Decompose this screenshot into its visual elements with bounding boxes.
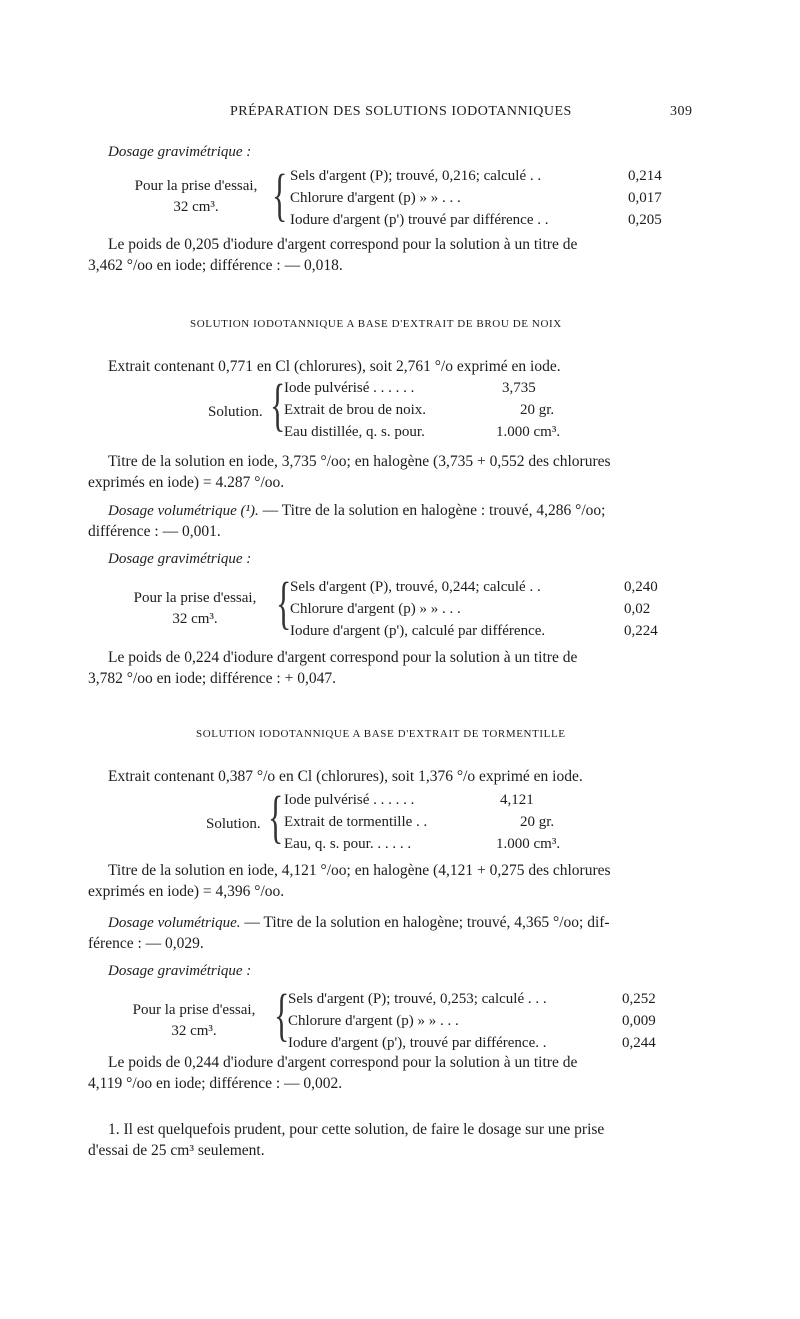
section-title-noix: SOLUTION IODOTANNIQUE A BASE D'EXTRAIT DE BROU DE NOIX — [190, 318, 562, 330]
noix-titre-line2: exprimés en iode) = 4.287 °/oo. — [88, 474, 285, 491]
noix-results — [290, 579, 710, 645]
result-value: 0,205 — [628, 212, 662, 228]
block1-conclusion-line2: 3,462 °/oo en iode; différence : — 0,018. — [88, 257, 343, 274]
noix-titre-line1: Titre de la solution en iode, 3,735 °/oo; en halogène (3,735 + 0,552 des chlorures — [108, 453, 611, 470]
brace-icon: { — [276, 570, 292, 635]
tormentille-conclusion-line1: Le poids de 0,244 d'iodure d'argent correspond pour la solution à un titre de — [108, 1054, 578, 1071]
brace-icon: { — [268, 784, 284, 849]
section-title-tormentille: SOLUTION IODOTANNIQUE A BASE D'EXTRAIT DE TORMENTILLE — [196, 728, 566, 740]
noix-grav-heading: Dosage gravimétrique : — [108, 551, 252, 567]
ingredient-name: Extrait de brou de noix. — [284, 402, 427, 418]
tormentille-volumetric — [108, 912, 610, 934]
result-value: 0,252 — [622, 991, 656, 1007]
result-value: 0,009 — [622, 1013, 656, 1029]
result-label: Chlorure d'argent (p) » » . . . — [290, 190, 461, 206]
volumetric-heading: Dosage volumétrique. — [108, 915, 241, 931]
result-value: 0,244 — [622, 1035, 656, 1051]
footnote-line2: d'essai de 25 cm³ seulement. — [88, 1142, 265, 1159]
brace-icon: { — [272, 162, 288, 227]
result-label: Sels d'argent (P), trouvé, 0,244; calculé . . — [290, 579, 541, 595]
result-value: 0,224 — [624, 623, 658, 639]
prise-line: Pour la prise d'essai, — [133, 590, 257, 606]
brace-icon: { — [274, 982, 290, 1047]
noix-ingredients — [284, 380, 584, 446]
block1-conclusion-line1: Le poids de 0,205 d'iodure d'argent correspond pour la solution à un titre de — [108, 236, 578, 253]
result-label: Sels d'argent (P); trouvé, 0,216; calculé . . — [290, 168, 542, 184]
prise-volume: 32 cm³. — [172, 610, 218, 627]
tormentille-titre-line2: exprimés en iode) = 4,396 °/oo. — [88, 883, 285, 900]
result-value: 0,02 — [624, 601, 651, 617]
brace-icon: { — [270, 372, 286, 437]
tormentille-conclusion-line2: 4,119 °/oo en iode; différence : — 0,002. — [88, 1075, 343, 1092]
volumetric-text: — Titre de la solution en halogène : trouvé, 4,286 °/oo; — [258, 502, 606, 519]
noix-conclusion-line2: 3,782 °/oo en iode; différence : + 0,047. — [88, 670, 336, 687]
result-value: 0,017 — [628, 190, 662, 206]
tormentille-volumetric-line2: férence : — 0,029. — [88, 935, 204, 952]
noix-volumetric — [108, 500, 605, 522]
prise-line: Pour la prise d'essai, — [132, 1002, 256, 1018]
volumetric-text: — Titre de la solution en halogène; trouvé, 4,365 °/oo; dif- — [240, 914, 610, 931]
result-label: Iodure d'argent (p'), calculé par différence. — [290, 623, 546, 639]
noix-extrait: Extrait contenant 0,771 en Cl (chlorures), soit 2,761 °/o exprimé en iode. — [108, 358, 561, 375]
result-label: Chlorure d'argent (p) » » . . . — [290, 601, 461, 617]
ingredient-name: Extrait de tormentille . . — [284, 814, 428, 830]
noix-solution-label: Solution. — [208, 404, 263, 420]
ingredient-qty: 20 gr. — [520, 814, 555, 830]
block1-heading: Dosage gravimétrique : — [108, 144, 252, 160]
result-value: 0,214 — [628, 168, 662, 184]
tormentille-extrait: Extrait contenant 0,387 °/o en Cl (chlorures), soit 1,376 °/o exprimé en iode. — [108, 768, 583, 785]
ingredient-name: Iode pulvérisé . . . . . . — [284, 380, 415, 396]
ingredient-qty: 20 gr. — [520, 402, 555, 418]
block1-prise — [116, 176, 276, 217]
footnote-line1: 1. Il est quelquefois prudent, pour cette solution, de faire le dosage sur une prise — [108, 1121, 605, 1138]
ingredient-qty: 1.000 cm³. — [496, 424, 561, 440]
running-title: PRÉPARATION DES SOLUTIONS IODOTANNIQUES — [230, 104, 572, 119]
tormentille-prise — [108, 1000, 280, 1041]
tormentille-titre-line1: Titre de la solution en iode, 4,121 °/oo; en halogène (4,121 + 0,275 des chlorures — [108, 862, 611, 879]
result-label: Iodure d'argent (p') trouvé par différence . . — [290, 212, 549, 228]
result-value: 0,240 — [624, 579, 658, 595]
tormentille-results — [288, 991, 708, 1057]
page-number: 309 — [670, 104, 693, 119]
ingredient-name: Eau, q. s. pour. . . . . . — [284, 836, 412, 852]
tormentille-grav-heading: Dosage gravimétrique : — [108, 963, 252, 979]
noix-conclusion-line1: Le poids de 0,224 d'iodure d'argent correspond pour la solution à un titre de — [108, 649, 578, 666]
ingredient-qty: 4,121 — [500, 792, 534, 808]
prise-volume: 32 cm³. — [171, 1022, 217, 1039]
result-label: Sels d'argent (P); trouvé, 0,253; calculé . . . — [288, 991, 547, 1007]
tormentille-ingredients — [284, 792, 584, 858]
ingredient-name: Eau distillée, q. s. pour. — [284, 424, 425, 440]
ingredient-name: Iode pulvérisé . . . . . . — [284, 792, 415, 808]
tormentille-solution-label: Solution. — [206, 816, 261, 832]
prise-line: Pour la prise d'essai, — [134, 178, 258, 194]
prise-volume: 32 cm³. — [173, 198, 219, 215]
ingredient-qty: 3,735 — [502, 380, 536, 396]
block1-results — [290, 168, 710, 234]
result-label: Iodure d'argent (p'), trouvé par différence. . — [288, 1035, 547, 1051]
noix-volumetric-line2: différence : — 0,001. — [88, 523, 221, 540]
result-label: Chlorure d'argent (p) » » . . . — [288, 1013, 459, 1029]
volumetric-heading: Dosage volumétrique (¹). — [108, 503, 259, 519]
noix-prise — [110, 588, 280, 629]
ingredient-qty: 1.000 cm³. — [496, 836, 561, 852]
